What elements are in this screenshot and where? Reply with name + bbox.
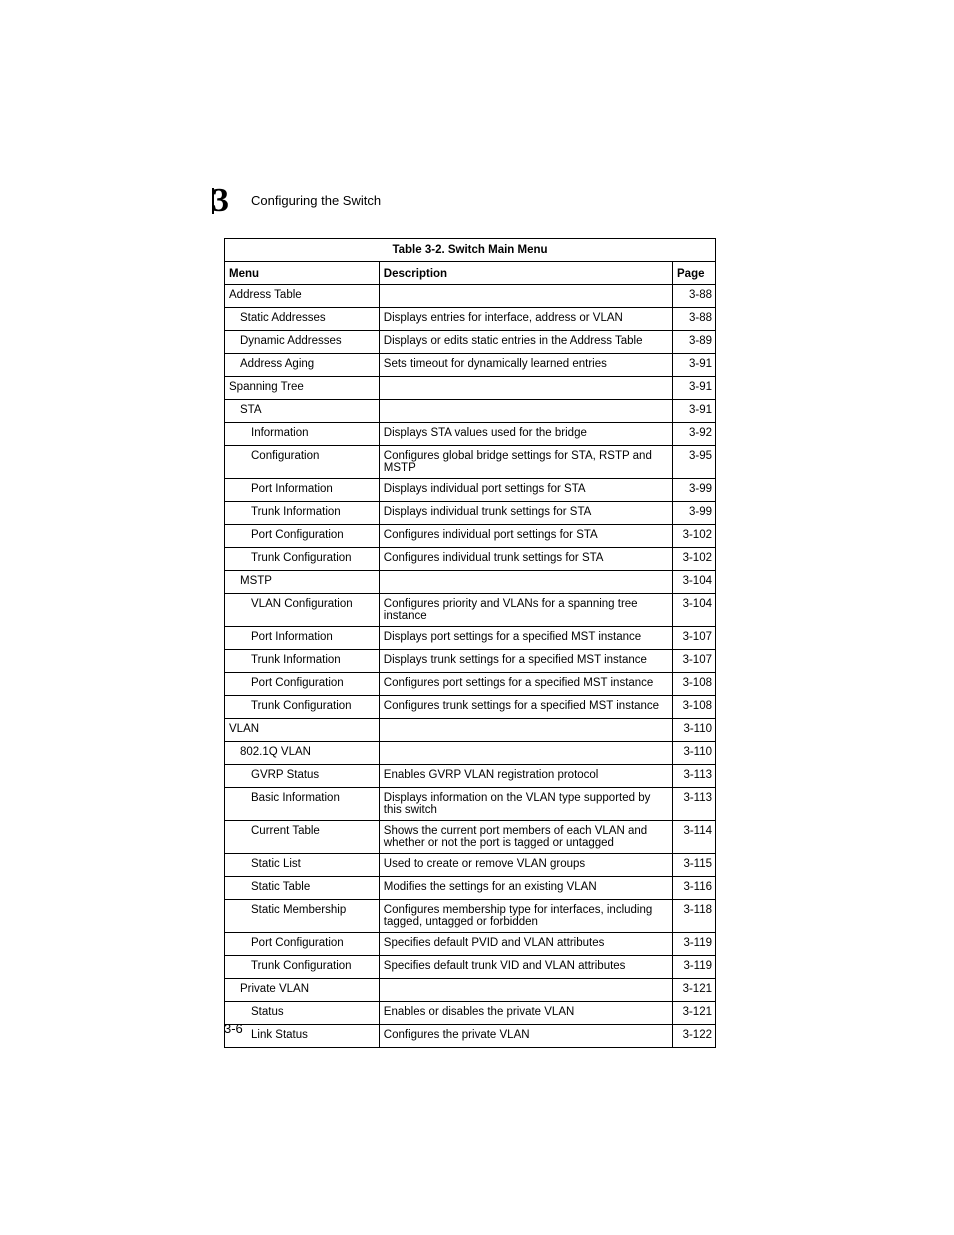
table-row [225,1025,716,1048]
menu-cell: Address Aging [225,354,380,377]
description-cell: Configures the private VLAN [379,1025,672,1048]
menu-cell: Trunk Information [225,502,380,525]
description-cell [379,400,672,423]
menu-cell: Port Information [225,627,380,650]
chapter-number: 3 [212,182,228,219]
description-cell [379,285,672,308]
table-row [225,594,716,627]
description-cell: Enables GVRP VLAN registration protocol [379,765,672,788]
page-cell: 3-122 [673,1025,716,1048]
page-cell: 3-121 [673,979,716,1002]
table-row [225,854,716,877]
table-row [225,627,716,650]
description-cell: Displays trunk settings for a specified MST instance [379,650,672,673]
page-cell: 3-95 [673,446,716,479]
menu-cell: Trunk Information [225,650,380,673]
menu-cell: Trunk Configuration [225,548,380,571]
table-row [225,765,716,788]
table-row [225,900,716,933]
menu-cell: Port Configuration [225,673,380,696]
description-cell: Shows the current port members of each VLAN and whether or not the port is tagged or untagged [379,821,672,854]
page-cell: 3-118 [673,900,716,933]
menu-cell: Static List [225,854,380,877]
page-cell: 3-107 [673,627,716,650]
description-cell: Configures global bridge settings for STA, RSTP and MSTP [379,446,672,479]
menu-cell: 802.1Q VLAN [225,742,380,765]
description-cell: Configures port settings for a specified MST instance [379,673,672,696]
description-cell: Displays entries for interface, address or VLAN [379,308,672,331]
description-cell [379,719,672,742]
table-row [225,821,716,854]
menu-cell: GVRP Status [225,765,380,788]
table-body [225,285,716,1048]
menu-cell: Static Addresses [225,308,380,331]
menu-cell: Port Configuration [225,525,380,548]
menu-cell: Status [225,1002,380,1025]
menu-cell: VLAN [225,719,380,742]
table-caption: Table 3-2. Switch Main Menu [225,239,716,262]
table-row [225,696,716,719]
page-cell: 3-110 [673,719,716,742]
menu-cell: Dynamic Addresses [225,331,380,354]
page-cell: 3-99 [673,502,716,525]
page-cell: 3-114 [673,821,716,854]
table-row [225,446,716,479]
table-row [225,933,716,956]
description-cell: Configures priority and VLANs for a spanning tree instance [379,594,672,627]
page-cell: 3-99 [673,479,716,502]
page-cell: 3-88 [673,308,716,331]
column-header-menu: Menu [225,262,380,285]
description-cell: Configures trunk settings for a specified MST instance [379,696,672,719]
page-cell: 3-91 [673,354,716,377]
description-cell: Configures membership type for interfaces, including tagged, untagged or forbidden [379,900,672,933]
table-row [225,979,716,1002]
table-row [225,956,716,979]
menu-cell: Spanning Tree [225,377,380,400]
table-row [225,548,716,571]
menu-cell: Private VLAN [225,979,380,1002]
page-cell: 3-104 [673,571,716,594]
table-row [225,285,716,308]
description-cell: Enables or disables the private VLAN [379,1002,672,1025]
table-row [225,354,716,377]
table-row [225,571,716,594]
table-row [225,400,716,423]
description-cell [379,377,672,400]
page-cell: 3-110 [673,742,716,765]
page-cell: 3-104 [673,594,716,627]
menu-cell: Static Table [225,877,380,900]
table-row [225,719,716,742]
table-row [225,877,716,900]
page-cell: 3-113 [673,788,716,821]
description-cell [379,571,672,594]
switch-main-menu-table [224,238,716,1048]
page-cell: 3-119 [673,956,716,979]
menu-cell: Port Configuration [225,933,380,956]
table-row [225,742,716,765]
table-row [225,331,716,354]
table-row [225,479,716,502]
description-cell: Used to create or remove VLAN groups [379,854,672,877]
page-cell: 3-115 [673,854,716,877]
page-cell: 3-119 [673,933,716,956]
menu-cell: Port Information [225,479,380,502]
page-cell: 3-108 [673,673,716,696]
description-cell: Displays information on the VLAN type supported by this switch [379,788,672,821]
chapter-title: Configuring the Switch [251,193,382,208]
page-number: 3-6 [224,1021,243,1036]
table-row [225,650,716,673]
menu-cell: Information [225,423,380,446]
menu-cell: Address Table [225,285,380,308]
page-cell: 3-91 [673,400,716,423]
menu-cell: MSTP [225,571,380,594]
description-cell: Displays individual trunk settings for STA [379,502,672,525]
column-header-page: Page [673,262,716,285]
table-row [225,308,716,331]
menu-cell: Current Table [225,821,380,854]
menu-cell: Trunk Configuration [225,956,380,979]
description-cell: Sets timeout for dynamically learned entries [379,354,672,377]
description-cell [379,979,672,1002]
description-cell [379,742,672,765]
description-cell: Modifies the settings for an existing VLAN [379,877,672,900]
page-cell: 3-88 [673,285,716,308]
page-cell: 3-116 [673,877,716,900]
table-row [225,673,716,696]
menu-cell: Link Status [225,1025,380,1048]
description-cell: Displays or edits static entries in the Address Table [379,331,672,354]
page-cell: 3-89 [673,331,716,354]
description-cell: Displays port settings for a specified MST instance [379,627,672,650]
menu-cell: Basic Information [225,788,380,821]
page-cell: 3-107 [673,650,716,673]
menu-cell: VLAN Configuration [225,594,380,627]
table-row [225,525,716,548]
description-cell: Configures individual trunk settings for STA [379,548,672,571]
page-cell: 3-102 [673,548,716,571]
table-row [225,502,716,525]
menu-cell: STA [225,400,380,423]
page-cell: 3-113 [673,765,716,788]
column-header-description: Description [379,262,672,285]
description-cell: Specifies default trunk VID and VLAN attributes [379,956,672,979]
page-cell: 3-91 [673,377,716,400]
page-cell: 3-102 [673,525,716,548]
page-cell: 3-92 [673,423,716,446]
page-cell: 3-121 [673,1002,716,1025]
menu-cell: Trunk Configuration [225,696,380,719]
table-row [225,377,716,400]
table-row [225,788,716,821]
description-cell: Displays individual port settings for STA [379,479,672,502]
description-cell: Specifies default PVID and VLAN attributes [379,933,672,956]
table-row [225,1002,716,1025]
table-row [225,423,716,446]
menu-cell: Static Membership [225,900,380,933]
description-cell: Configures individual port settings for STA [379,525,672,548]
page-cell: 3-108 [673,696,716,719]
menu-cell: Configuration [225,446,380,479]
description-cell: Displays STA values used for the bridge [379,423,672,446]
